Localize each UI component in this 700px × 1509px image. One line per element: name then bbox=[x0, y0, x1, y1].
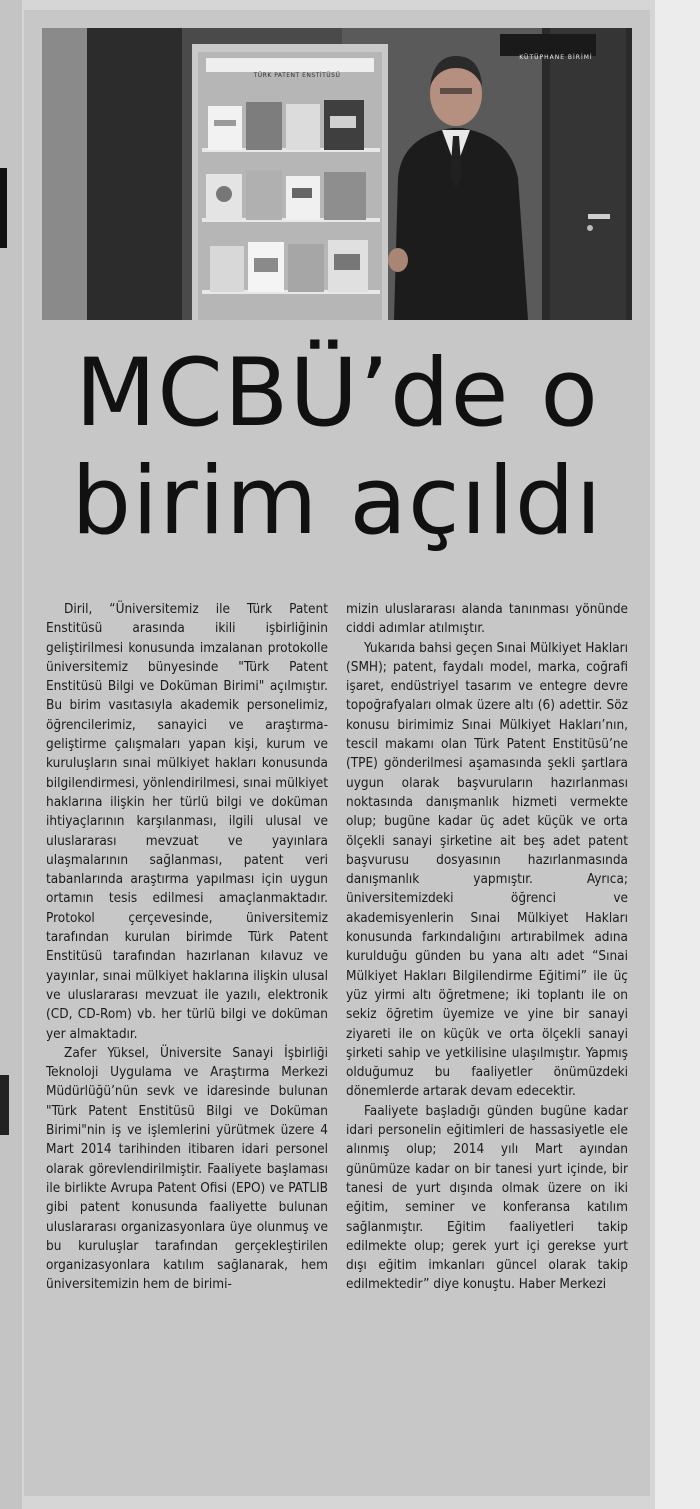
scan-mark bbox=[0, 168, 7, 248]
paragraph: Yukarıda bahsi geçen Sınai Mülkiyet Hakları (SMH); patent, faydalı model, marka, coğrafi işaret, endüstriyel tasarım ve entegre devre topoğrafyaları olmak üzere altı (6) adettir. Söz konusu birimimiz Sınai Mülkiyet Hakları’nın, tescil makamı olan Türk Patent Enstitüsü’ne (TPE) gönderilmesi aşamasında şekli şartlara uygun olarak başvuruların hazırlanması noktasında danışmanlık hizmeti vermekte olup; bugüne kadar üç adet küçük ve orta ölçekli sanayi şirketine ait beş adet patent başvurusu dosyasının hazırlanmasında danışmanlık yapmıştır. Ayrıca; üniversitemizdeki öğrenci ve akademisyenlerin Sınai Mülkiyet Hakları konusunda farkındalığını artırabilmek adına kurulduğu günden bu yana altı adet “Sınai Mülkiyet Hakları Bilgilendirme Eğitimi” ile üç yüz yirmi altı öğretmene; iki toplantı ile on sekiz öğretim üyemize ve yine bir sanayi ziyareti ile on küçük ve orta ölçekli sanayi şirketi sahip ve yetkilisine ulaşılmıştır. Yapmış olduğumuz bu faaliyetler önümüzdeki dönemlerde artarak devam edecektir. bbox=[346, 639, 628, 1100]
headline-line-2: birim açıldı bbox=[71, 447, 603, 556]
headline bbox=[24, 340, 650, 556]
paragraph: Diril, “Üniversitemiz ile Türk Patent Enstitüsü arasında ikili işbirliğinin geliştirilmesi konusunda imzalanan protokolle üniversitemiz bünyesinde "Türk Patent Enstitüsü Bilgi ve Doküman Birimi" açılmıştır. Bu birim vasıtasıyla akademik personelimiz, öğrencilerimiz, sanayici ve araştırma-geliştirme çalışmaları yapan kişi, kurum ve kuruluşların sınai mülkiyet hakları konusunda bilgilendirmesi, yönlendirilmesi, sınai mülkiyet haklarına ilişkin her türlü bilgi ve doküman ihtiyaçlarının karşılanması, ilgili ulusal ve uluslararası mevzuat ve yayınlara ulaşmalarının sağlanması, patent veri tabanlarında araştırma yapılması için uygun ortamın tesis edilmesi amaçlanmaktadır. Protokol çerçevesinde, üniversitemiz tarafından kurulan birimde Türk Patent Enstitüsü tarafından hazırlanan kılavuz ve yayınlar, sınai mülkiyet haklarına ilişkin ulusal ve uluslararası mevzuat ile yazılı, elektronik (CD, CD-Rom) vb. her türlü bilgi ve doküman yer almaktadır. bbox=[46, 601, 328, 1042]
headline-line-1: MCBÜ’de o bbox=[75, 339, 599, 448]
shelf-header-text: TÜRK PATENT ENSTİTÜSÜ bbox=[253, 72, 341, 79]
text-column-2 bbox=[346, 600, 628, 1295]
paragraph: Faaliyete başladığı günden bugüne kadar idari personelin eğitimleri de hassasiyetle ele alınmış olup; 2014 yılı Mart ayından günümüze kadar on bir tanesi yurt içinde, bir tanesi de yurt dışında olmak üzere on iki eğitim, seminer ve konferansa katılım sağlanmıştır. Eğitim faaliyetleri takip edilmekte olup; gerek yurt içi gerekse yurt dışı eğitim imkanları güncel olarak takip edilmektedir” diye konuştu. Haber Merkezi bbox=[346, 1102, 628, 1293]
text-column-1 bbox=[46, 600, 328, 1295]
paragraph: Zafer Yüksel, Üniversite Sanayi İşbirliği Teknoloji Uygulama ve Araştırma Merkezi Müdürlüğü’nün sevk ve idaresinde bulunan "Türk Patent Enstitüsü Bilgi ve Doküman Birimi"nin iş ve işlemlerini yürütmek üzere 4 Mart 2014 tarihinden itibaren idari personel olarak görevlendirilmiştir. Faaliyete başlaması ile birlikte Avrupa Patent Ofisi (EPO) ve PATLIB gibi patent konusunda faaliyette bulunan uluslararası organizasyonlara üye olunmuş ve bu kuruluşlar tarafından gerçekleştirilen organizasyonlara katılım sağlanarak, hem üniversitemizin hem de birimi- bbox=[46, 1044, 328, 1293]
page-right-margin bbox=[655, 0, 700, 1509]
door-sign-text: KÜTÜPHANE BİRİMİ bbox=[519, 54, 593, 61]
article-photo bbox=[42, 28, 632, 320]
news-article bbox=[24, 10, 650, 1496]
scan-mark bbox=[0, 1075, 9, 1135]
paragraph: mizin uluslararası alanda tanınması yönünde ciddi adımlar atılmıştır. bbox=[346, 601, 628, 637]
